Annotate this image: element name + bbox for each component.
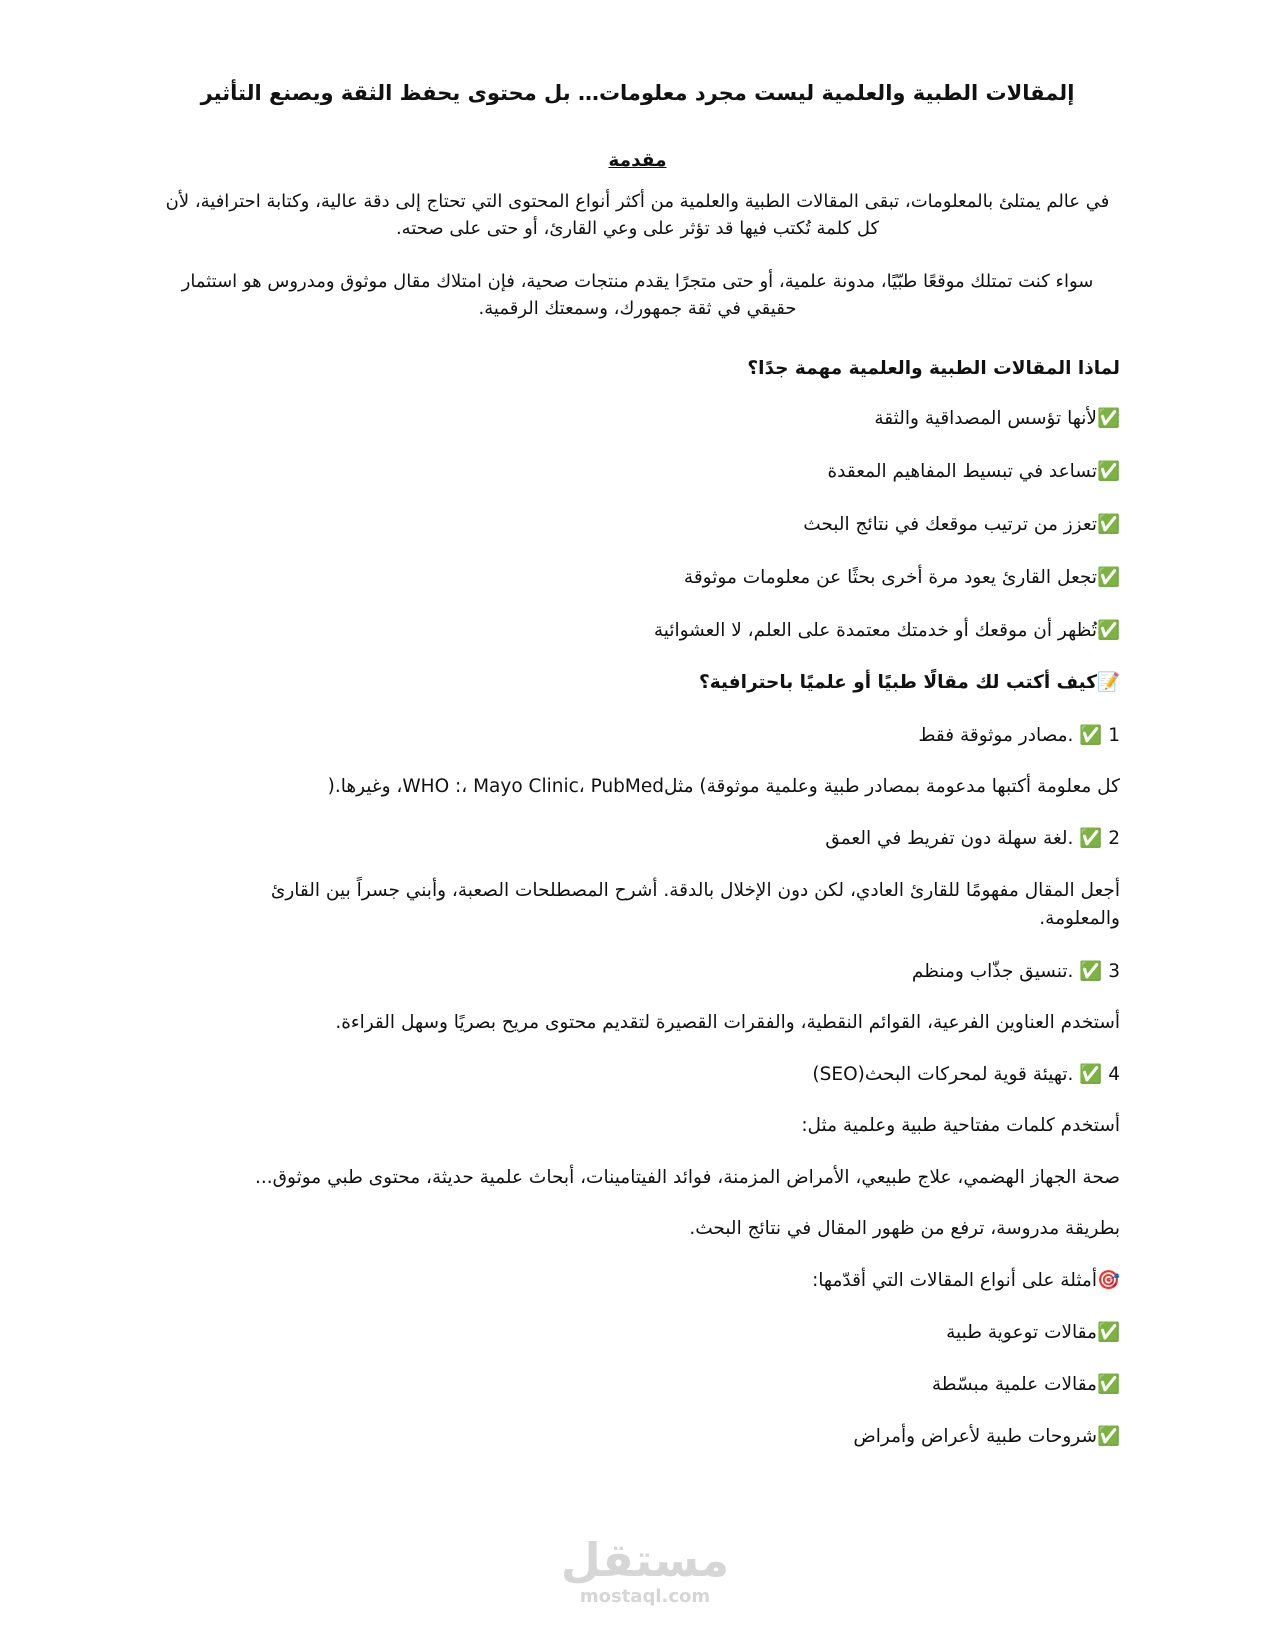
why-item: ✅لأنها تؤسس المصداقية والثقة — [874, 408, 1120, 429]
section-1-text: كل معلومة أكتبها مدعومة بمصادر طبية وعلمية موثوقة) مثلWHO :، Mayo Clinic، PubMed، وغيرها.( — [327, 776, 1120, 797]
intro-paragraph-1: في عالم يمتلئ بالمعلومات، تبقى المقالات الطبية والعلمية من أكثر أنواع المحتوى التي تحتاج إلى دقة عالية، وكتابة احترافية، لأن كل كلمة تُكتب فيها قد تؤثر على وعي القارئ، أو حتى على صحته. — [165, 191, 1110, 239]
mostaql-domain: mostaql.com — [579, 1586, 711, 1607]
how-heading: 📝كيف أكتب لك مقالًا طبيًا أو علميًا باحترافية؟ — [698, 672, 1120, 693]
why-item: ✅تعزز من ترتيب موقعك في نتائج البحث — [803, 514, 1120, 535]
section-4-text: بطريقة مدروسة، ترفع من ظهور المقال في نتائج البحث. — [689, 1218, 1120, 1239]
section-2-title: 2 ✅ .لغة سهلة دون تفريط في العمق — [825, 828, 1120, 849]
example-item: ✅مقالات توعوية طبية — [946, 1322, 1120, 1343]
example-item: ✅مقالات علمية مبسّطة — [931, 1374, 1120, 1395]
mostaql-logo: مستقل — [560, 1533, 730, 1587]
mostaql-watermark — [555, 1533, 735, 1633]
intro-heading: مقدمة — [608, 150, 667, 171]
section-4-title: 4 ✅ .تهيئة قوية لمحركات البحث(SEO) — [812, 1064, 1120, 1085]
why-item: ✅تساعد في تبسيط المفاهيم المعقدة — [827, 461, 1120, 482]
why-item: ✅تُظهر أن موقعك أو خدمتك معتمدة على العلم، لا العشوائية — [653, 620, 1120, 641]
section-3-title: 3 ✅ .تنسيق جذّاب ومنظم — [911, 961, 1120, 982]
section-3-text: أستخدم العناوين الفرعية، القوائم النقطية، والفقرات القصيرة لتقديم محتوى مريح بصريًا وسهل القراءة. — [335, 1012, 1120, 1033]
section-2-text: والمعلومة. — [1039, 908, 1120, 929]
section-1-title: 1 ✅ .مصادر موثوقة فقط — [918, 725, 1120, 746]
document-title: إلمقالات الطبية والعلمية ليست مجرد معلومات… بل محتوى يحفظ الثقة ويصنع التأثير — [200, 81, 1075, 105]
example-item: ✅شروحات طبية لأعراض وأمراض — [853, 1426, 1120, 1447]
intro-paragraph-2: سواء كنت تمتلك موقعًا طبّيًا، مدونة علمية، أو حتى متجرًا يقدم منتجات صحية، فإن امتلاك مقال موثوق ومدروس هو استثمار حقيقي في ثقة جمهورك، وسمعتك الرقمية. — [181, 271, 1094, 319]
section-4-keywords: صحة الجهاز الهضمي، علاج طبيعي، الأمراض المزمنة، فوائد الفيتامينات، أبحاث علمية حديثة، محتوى طبي موثوق... — [255, 1167, 1120, 1188]
section-4-text: أستخدم كلمات مفتاحية طبية وعلمية مثل: — [801, 1115, 1120, 1136]
why-heading: لماذا المقالات الطبية والعلمية مهمة جدًا؟ — [747, 358, 1120, 379]
examples-heading: 🎯أمثلة على أنواع المقالات التي أقدّمها: — [812, 1270, 1120, 1291]
section-2-text: أجعل المقال مفهومًا للقارئ العادي، لكن دون الإخلال بالدقة. أشرح المصطلحات الصعبة، وأبني جسراً بين القارئ — [270, 880, 1120, 901]
why-item: ✅تجعل القارئ يعود مرة أخرى بحثًا عن معلومات موثوقة — [683, 567, 1120, 588]
